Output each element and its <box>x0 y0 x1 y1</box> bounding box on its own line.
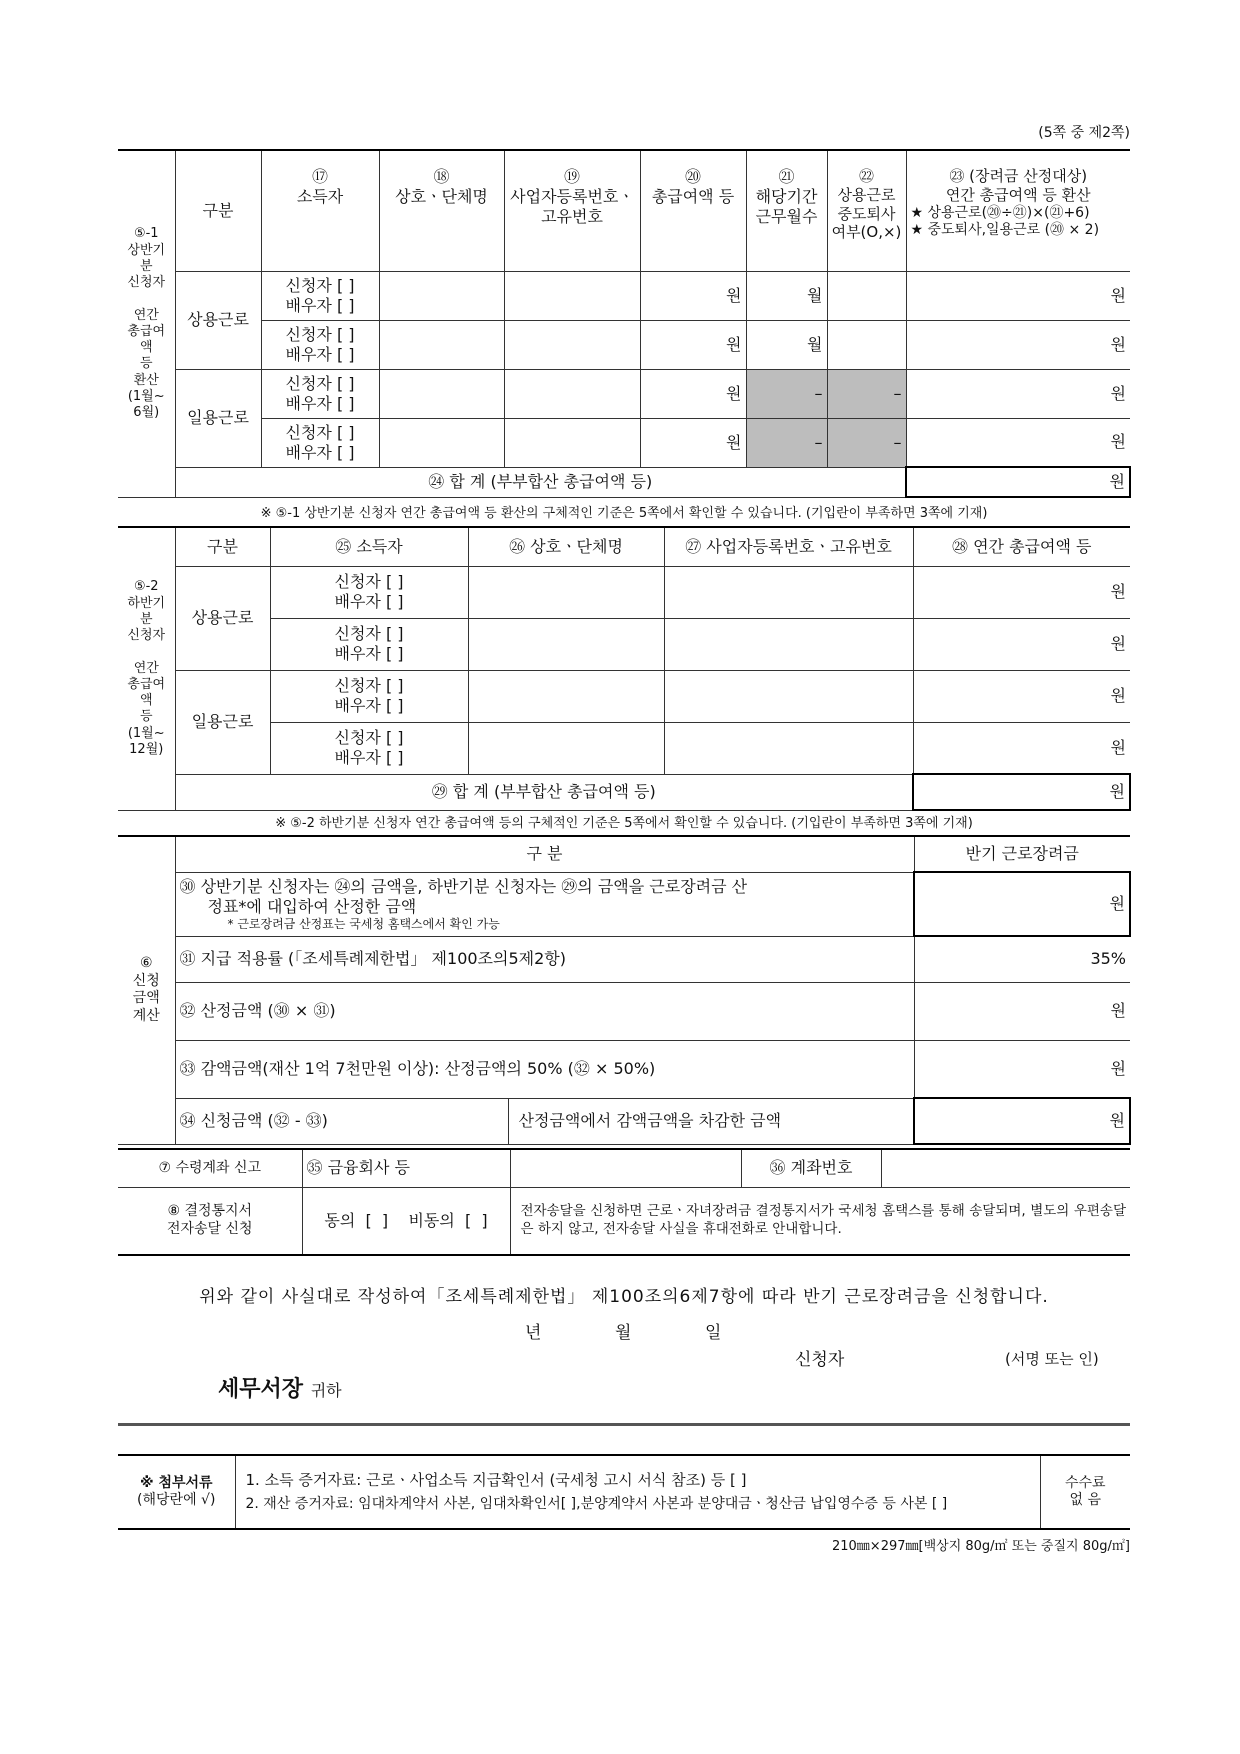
account-number-label: ㊱ 계좌번호 <box>741 1149 881 1187</box>
business-number-input[interactable] <box>504 320 640 369</box>
section-5-1-label <box>118 150 175 497</box>
financial-company-label: ㉟ 금융회사 등 <box>302 1149 510 1187</box>
row-daily-work: 일용근로 <box>175 369 261 467</box>
header-income-earner: ㉕ 소득자 <box>270 527 468 566</box>
earner-cell <box>261 418 379 467</box>
disabled-cell: – <box>827 369 906 418</box>
header-business-name: ㉖ 상호ㆍ단체명 <box>468 527 664 566</box>
tax-office-name: 세무서장 <box>218 1377 304 1402</box>
header-annualized: ㉓ (장려금 산정대상) 연간 총급여액 등 환산 ★ 상용근로(⑳÷㉑)×(㉑+6) ★ 중도퇴사,일용근로 (⑳ × 2) <box>906 150 1130 271</box>
spouse-checkbox[interactable]: 배우자 [ ] <box>334 592 404 611</box>
financial-company-input[interactable] <box>510 1149 741 1187</box>
e-delivery-label: ⑧ 결정통지서 전자송달 신청 <box>118 1187 302 1255</box>
side-label-line: 총급여액 <box>127 323 166 355</box>
account-label: ⑦ 수령계좌 신고 <box>118 1149 302 1187</box>
side-label-line <box>122 644 171 660</box>
annual-pay-input[interactable]: 원 <box>913 566 1130 618</box>
business-number-input[interactable] <box>504 418 640 467</box>
side-label-line: 신청자 <box>127 275 166 290</box>
header-business-number: ㉗ 사업자등록번호ㆍ고유번호 <box>664 527 913 566</box>
divider <box>118 1423 1130 1426</box>
total-pay-input[interactable]: 원 <box>640 320 746 369</box>
total-input[interactable]: 원 <box>913 774 1130 810</box>
earner-cell <box>261 271 379 320</box>
applicant-checkbox[interactable]: 신청자 [ ] <box>285 373 355 393</box>
side-label-line: 6월) <box>133 405 160 420</box>
side-label-line: 등 <box>139 356 153 372</box>
spouse-checkbox[interactable]: 배우자 [ ] <box>285 442 355 462</box>
row-34-description: 산정금액에서 감액금액을 차감한 금액 <box>508 1098 914 1144</box>
business-name-input[interactable] <box>379 320 504 369</box>
side-label-line: ⑤-2 <box>133 579 159 595</box>
row-32-amount[interactable]: 원 <box>914 982 1130 1040</box>
side-label-line: 신청 <box>132 972 160 989</box>
business-name-input[interactable] <box>468 566 664 618</box>
row-33-amount[interactable]: 원 <box>914 1040 1130 1098</box>
row-regular-work: 상용근로 <box>175 271 261 369</box>
side-label-line: 신청자 <box>127 628 166 644</box>
annualized-input[interactable]: 원 <box>906 418 1130 467</box>
side-label-line: 총급여액 <box>127 676 166 709</box>
business-name-input[interactable] <box>468 670 664 722</box>
e-delivery-consent[interactable]: 동의 [ ] 비동의 [ ] <box>302 1187 510 1255</box>
tax-office-suffix: 귀하 <box>310 1381 342 1400</box>
header-category: 구분 <box>175 150 261 271</box>
row-31: ㉛ 지급 적용률 (「조세특례제한법」 제100조의5제2항) <box>175 936 914 982</box>
side-label-line: 등 <box>139 709 153 725</box>
months-input[interactable]: 월 <box>746 271 827 320</box>
business-number-input[interactable] <box>664 566 913 618</box>
attachment-item-1[interactable]: 1. 소득 증거자료: 근로ㆍ사업소득 지급확인서 (국세청 고시 서식 참조) 등 [ ] <box>245 1470 747 1489</box>
side-label-line: 연간 <box>133 307 159 323</box>
side-label-line: ⑥ <box>139 955 153 972</box>
annualized-input[interactable]: 원 <box>906 320 1130 369</box>
business-name-input[interactable] <box>468 722 664 774</box>
row-daily-work: 일용근로 <box>175 670 270 774</box>
section-5-1-note: ※ ⑤-1 상반기분 신청자 연간 총급여액 등 환산의 구체적인 기준은 5쪽에서 확인할 수 있습니다. (기입란이 부족하면 3쪽에 기재) <box>260 506 988 521</box>
row-32: ㉜ 산정금액 (㉚ × ㉛) <box>175 982 914 1040</box>
fee-cell: 수수료 없 음 <box>1040 1455 1130 1529</box>
business-number-input[interactable] <box>664 722 913 774</box>
row-34: ㉞ 신청금액 (㉜ - ㉝) <box>175 1098 508 1144</box>
applicant-checkbox[interactable]: 신청자 [ ] <box>334 728 404 747</box>
paper-spec: 210㎜×297㎜[백상지 80g/㎡ 또는 중질지 80g/㎡] <box>831 1539 1130 1554</box>
total-pay-input[interactable]: 원 <box>640 369 746 418</box>
total-pay-input[interactable]: 원 <box>640 271 746 320</box>
header-category: 구 분 <box>175 836 914 872</box>
section-5-2-note: ※ ⑤-2 하반기분 신청자 연간 총급여액 등의 구체적인 기준은 5쪽에서 확인할 수 있습니다. (기입란이 부족하면 3쪽에 기재) <box>275 816 973 831</box>
account-number-input[interactable] <box>881 1149 1130 1187</box>
spouse-checkbox[interactable]: 배우자 [ ] <box>334 644 404 663</box>
header-business-name: ⑱ 상호ㆍ단체명 <box>379 150 504 271</box>
earner-cell <box>261 369 379 418</box>
attachments-list <box>235 1455 1040 1529</box>
header-category: 구분 <box>175 527 270 566</box>
business-number-input[interactable] <box>664 670 913 722</box>
total-input[interactable]: 원 <box>906 467 1130 497</box>
disabled-cell: – <box>827 418 906 467</box>
page-number: (5쪽 중 제2쪽) <box>1038 125 1130 141</box>
header-months-worked: ㉑ 해당기간 근무월수 <box>746 150 827 271</box>
side-label-line: 상반기분 <box>127 242 166 274</box>
side-label-line: 12월) <box>129 741 164 757</box>
side-label-line: 하반기분 <box>127 595 166 627</box>
tax-office <box>218 1372 342 1403</box>
side-label-line: 금액 <box>132 990 160 1007</box>
spouse-checkbox[interactable]: 배우자 [ ] <box>285 295 355 315</box>
header-amount: 반기 근로장려금 <box>914 836 1130 872</box>
months-input[interactable]: 월 <box>746 320 827 369</box>
row-34-amount[interactable]: 원 <box>914 1098 1130 1144</box>
header-income-earner: ⑰ 소득자 <box>261 150 379 271</box>
date-year: 년 <box>525 1323 542 1343</box>
side-label-line <box>122 291 171 307</box>
total-label: ㉙ 합 계 (부부합산 총급여액 등) <box>175 774 913 810</box>
section-5-1-table <box>118 149 1131 498</box>
annualized-input[interactable]: 원 <box>906 369 1130 418</box>
total-label: ㉔ 합 계 (부부합산 총급여액 등) <box>175 467 906 497</box>
annual-pay-input[interactable]: 원 <box>913 670 1130 722</box>
section-7-8-table <box>118 1148 1130 1256</box>
side-label-line: 환산 <box>133 372 159 388</box>
section-6-table <box>118 835 1131 1145</box>
header-resigned: ㉒ 상용근로 중도퇴사 여부(O,×) <box>827 150 906 271</box>
signature-label: (서명 또는 인) <box>1005 1350 1099 1368</box>
total-pay-input[interactable]: 원 <box>640 418 746 467</box>
business-name-input[interactable] <box>379 418 504 467</box>
applicant-label: 신청자 <box>795 1350 845 1370</box>
resigned-input[interactable] <box>827 320 906 369</box>
spouse-checkbox[interactable]: 배우자 [ ] <box>285 393 355 413</box>
header-business-number: ⑲ 사업자등록번호ㆍ 고유번호 <box>504 150 640 271</box>
attachments-table <box>118 1454 1130 1530</box>
business-name-input[interactable] <box>379 271 504 320</box>
date-line <box>525 1318 795 1343</box>
disabled-cell: – <box>746 369 827 418</box>
section-6-label <box>118 836 175 1144</box>
annual-pay-input[interactable]: 원 <box>913 722 1130 774</box>
side-label-line: (1월~ <box>127 725 165 741</box>
spouse-checkbox[interactable]: 배우자 [ ] <box>334 696 404 715</box>
attachment-item-2[interactable]: 2. 재산 증거자료: 임대차계약서 사본, 임대차확인서[ ],분양계약서 사본과 분양대금ㆍ청산금 납입영수증 등 사본 [ ] <box>245 1495 948 1512</box>
row-regular-work: 상용근로 <box>175 566 270 670</box>
earner-cell <box>270 670 468 722</box>
business-name-input[interactable] <box>379 369 504 418</box>
applicant-checkbox[interactable]: 신청자 [ ] <box>334 624 404 643</box>
side-label-line: 연간 <box>133 660 159 676</box>
business-name-input[interactable] <box>468 618 664 670</box>
annual-pay-input[interactable]: 원 <box>913 618 1130 670</box>
applicant-checkbox[interactable]: 신청자 [ ] <box>334 676 404 695</box>
attachments-title: ※ 첨부서류 (해당란에 √) <box>118 1455 235 1529</box>
side-label-line: 계산 <box>132 1007 160 1024</box>
business-number-input[interactable] <box>504 271 640 320</box>
header-annual-pay: ㉘ 연간 총급여액 등 <box>913 527 1130 566</box>
applicant-checkbox[interactable]: 신청자 [ ] <box>285 422 355 442</box>
declaration: 위와 같이 사실대로 작성하여「조세특례제한법」 제100조의6제7항에 따라 반기 근로장려금을 신청합니다. <box>199 1287 1049 1307</box>
side-label-line: (1월~ <box>127 388 165 404</box>
row-30-amount[interactable]: 원 <box>914 872 1130 936</box>
earner-cell <box>270 618 468 670</box>
business-number-input[interactable] <box>504 369 640 418</box>
earner-cell <box>270 722 468 774</box>
section-5-2-table <box>118 526 1131 811</box>
disabled-cell: – <box>746 418 827 467</box>
e-delivery-description: 전자송달을 신청하면 근로ㆍ자녀장려금 결정통지서가 국세청 홈택스를 통해 송달되며, 별도의 우편송달은 하지 않고, 전자송달 사실을 휴대전화로 안내합니다. <box>510 1187 1130 1255</box>
row-31-rate: 35% <box>914 936 1130 982</box>
annualized-input[interactable]: 원 <box>906 271 1130 320</box>
earner-cell <box>270 566 468 618</box>
header-total-pay: ⑳ 총급여액 등 <box>640 150 746 271</box>
side-label-line: ⑤-1 <box>133 226 159 242</box>
applicant-checkbox[interactable]: 신청자 [ ] <box>285 275 355 295</box>
earner-cell <box>261 320 379 369</box>
date-day: 일 <box>705 1323 722 1343</box>
date-month: 월 <box>615 1323 632 1343</box>
applicant-checkbox[interactable]: 신청자 [ ] <box>334 572 404 591</box>
applicant-checkbox[interactable]: 신청자 [ ] <box>285 324 355 344</box>
row-30: ㉚ 상반기분 신청자는 ㉔의 금액을, 하반기분 신청자는 ㉙의 금액을 근로장려금 산 정표*에 대입하여 산정한 금액 * 근로장려금 산정표는 국세청 홈택스에서 확인 가능 <box>175 872 914 936</box>
resigned-input[interactable] <box>827 271 906 320</box>
spouse-checkbox[interactable]: 배우자 [ ] <box>285 344 355 364</box>
section-5-2-label <box>118 527 175 810</box>
business-number-input[interactable] <box>664 618 913 670</box>
spouse-checkbox[interactable]: 배우자 [ ] <box>334 748 404 767</box>
row-33: ㉝ 감액금액(재산 1억 7천만원 이상): 산정금액의 50% (㉜ × 50%) <box>175 1040 914 1098</box>
